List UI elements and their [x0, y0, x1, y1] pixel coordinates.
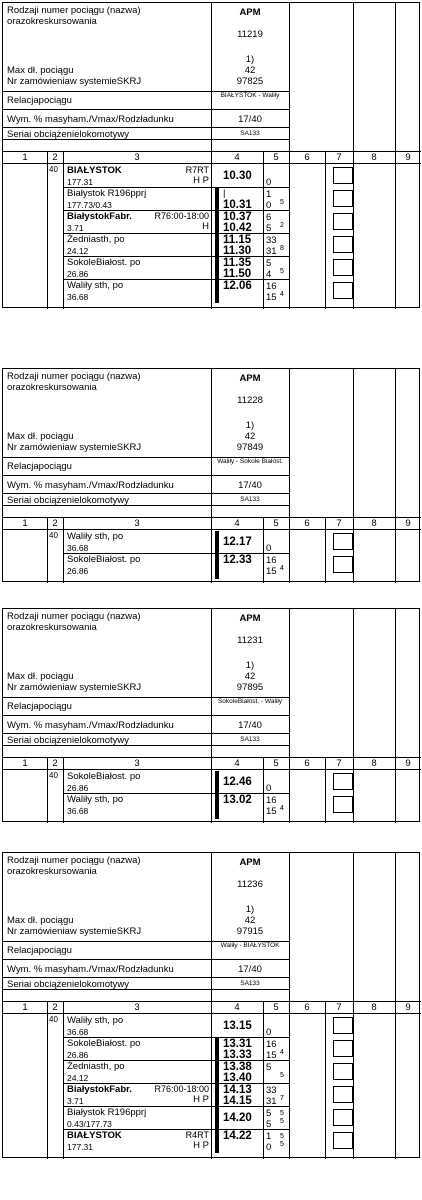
departure-time: 11.50 [223, 268, 252, 280]
loco-series-value: SA133 [240, 130, 260, 137]
station-name: Żedniasth, po [67, 234, 125, 245]
running-line [215, 1038, 219, 1153]
rule-line [263, 151, 264, 163]
column-number: 3 [134, 1002, 140, 1013]
station-name: BIAŁYSTOK [67, 165, 122, 176]
rule-line [3, 109, 289, 110]
run-value: 4 [266, 269, 272, 280]
extra-mark: 5 [280, 1110, 284, 1117]
rule-line [3, 493, 289, 494]
rule-line [211, 757, 212, 769]
column-number: 2 [52, 518, 58, 529]
column-number: 6 [304, 152, 310, 163]
run-value: 15 [266, 806, 277, 817]
rule-line [63, 151, 64, 163]
column-number: 2 [52, 758, 58, 769]
arrival-time: 14.22 [223, 1130, 252, 1142]
extra-mark: 4 [280, 565, 284, 572]
train-card [2, 368, 420, 582]
rule-line [289, 757, 290, 769]
column-number: 7 [336, 152, 342, 163]
extra-mark: 5 [280, 1141, 284, 1148]
grid-subcell [333, 1086, 353, 1103]
dwell-value: 16 [266, 1039, 277, 1050]
dwell-value: 16 [266, 281, 277, 292]
order-number-label: Nr zamówieniaw systemieSKRJ [7, 682, 142, 693]
column-number: 7 [336, 518, 342, 529]
extra-mark: 5 [280, 1133, 284, 1140]
station-name: Waliły sth, po [67, 1015, 124, 1026]
extra-mark: 4 [280, 1049, 284, 1056]
column-number: 8 [371, 518, 377, 529]
order-number-label: Nr zamówieniaw systemieSKRJ [7, 76, 142, 87]
column-number: 9 [405, 152, 411, 163]
station-km: 26.86 [67, 566, 89, 576]
station-name: BiałystokFabr. [67, 211, 132, 222]
departure-time: 10.30 [223, 170, 252, 182]
grid-subcell [333, 533, 353, 550]
column-number: 2 [52, 152, 58, 163]
run-value: 5 [266, 223, 272, 234]
order-number-label: Nr zamówieniaw systemieSKRJ [7, 926, 142, 937]
column-number: 3 [134, 152, 140, 163]
station-km: 24.12 [67, 1073, 89, 1083]
rule-line [325, 1001, 326, 1013]
rule-line [47, 517, 48, 529]
rule-line [353, 1001, 354, 1013]
column-number: 4 [234, 152, 240, 163]
column-number: 9 [405, 758, 411, 769]
station-name: Żedniasth, po [67, 1061, 125, 1072]
params-value: 17/40 [238, 964, 262, 975]
rule-line [3, 977, 289, 978]
rule-line [353, 369, 354, 583]
rule-line [3, 163, 421, 164]
departure-time: 12.46 [223, 776, 252, 788]
col2-value: 40 [49, 771, 58, 780]
station-code: R4RT [185, 1130, 209, 1140]
rule-line [3, 1013, 421, 1014]
run-value: 0 [266, 783, 272, 794]
rule-line [325, 757, 326, 769]
params-value: 17/40 [238, 720, 262, 731]
departure-time: 12.17 [223, 536, 252, 548]
relation-label: Relacjapociągu [7, 95, 72, 106]
station-km: 36.68 [67, 1027, 89, 1037]
station-flags: H P [193, 1094, 209, 1105]
max-length-label: Max dł. pociągu [7, 65, 74, 76]
operator-code: APM [239, 613, 261, 624]
grid-subcell [333, 556, 353, 573]
grid-subcell [333, 282, 353, 299]
operator-code: APM [239, 7, 261, 18]
run-value: 0 [266, 1142, 272, 1153]
rule-line [263, 517, 264, 529]
rule-line [3, 127, 289, 128]
rule-line [211, 517, 212, 529]
grid-subcell [333, 773, 353, 790]
column-number: 1 [22, 518, 28, 529]
rule-line [3, 769, 421, 770]
column-number: 8 [371, 152, 377, 163]
station-name: Białystok R196pprj [67, 188, 147, 199]
station-km: 26.86 [67, 1050, 89, 1060]
rule-line [47, 163, 48, 309]
station-name: SokoleBiałost. po [67, 771, 141, 782]
relation-value: Waliły - Sokole Białost. [217, 458, 283, 465]
rule-line [289, 1001, 290, 1013]
rule-line [325, 529, 326, 583]
column-number: 6 [304, 518, 310, 529]
params-value: 17/40 [238, 480, 262, 491]
extra-mark: 2 [280, 222, 284, 229]
arrival-time: 14.13 [223, 1084, 252, 1096]
grid-subcell [333, 1132, 353, 1149]
operator-code: APM [239, 857, 261, 868]
rule-line [395, 757, 396, 769]
params-value: 17/40 [238, 114, 262, 125]
station-name: SokoleBiałost. po [67, 554, 141, 565]
dwell-value: 33 [266, 235, 277, 246]
station-name: BiałystokFabr. [67, 1084, 132, 1095]
order-number-value: 97849 [236, 442, 264, 453]
column-number: 1 [22, 758, 28, 769]
station-km: 0.43/177.73 [67, 1119, 112, 1129]
station-km: 26.86 [67, 269, 89, 279]
rule-line [395, 369, 396, 583]
rule-line [263, 163, 264, 309]
grid-subcell [333, 1109, 353, 1126]
arrival-time: | [223, 188, 226, 199]
train-number: 11231 [237, 635, 263, 646]
rule-line [289, 151, 290, 163]
station-code: R76:00-18:00 [154, 1084, 209, 1094]
rule-line [63, 769, 64, 823]
course-label: orazokreskursowania [7, 382, 97, 393]
station-name: Białystok R196pprj [67, 1107, 147, 1118]
train-type-label: Rodzaji numer pociągu (nazwa) [7, 5, 141, 16]
column-number: 6 [304, 1002, 310, 1013]
max-length-label: Max dł. pociągu [7, 915, 74, 926]
loco-series-label: Seriai obciążenielokomotywy [7, 495, 129, 506]
extra-mark: 5 [280, 199, 284, 206]
footnote-mark: 1) [245, 904, 255, 915]
rule-line [3, 959, 289, 960]
extra-mark: 4 [280, 291, 284, 298]
order-number-value: 97895 [236, 682, 264, 693]
column-number: 2 [52, 1002, 58, 1013]
relation-value: SokoleBiałost. - Waliły [217, 698, 283, 705]
column-number: 5 [273, 152, 279, 163]
column-number: 3 [134, 518, 140, 529]
dwell-value: 5 [266, 1108, 272, 1119]
grid-subcell [333, 259, 353, 276]
grid-subcell [333, 190, 353, 207]
rule-line [47, 529, 48, 583]
dwell-value: 1 [266, 189, 272, 200]
rule-line [353, 757, 354, 769]
max-length-value: 42 [244, 915, 256, 926]
rule-line [395, 151, 396, 163]
train-number: 11219 [237, 29, 263, 40]
station-km: 24.12 [67, 246, 89, 256]
rule-line [63, 1001, 64, 1013]
rule-line [3, 733, 289, 734]
run-value: 15 [266, 1050, 277, 1061]
run-value: 15 [266, 292, 277, 303]
departure-time: 11.30 [223, 245, 252, 257]
column-number: 5 [273, 518, 279, 529]
params-label: Wym. % masyham./Vmax/Rodzładunku [7, 114, 174, 125]
column-number: 4 [234, 518, 240, 529]
extra-mark: 4 [280, 805, 284, 812]
station-name: Waliły sth, po [67, 531, 124, 542]
loco-series-label: Seriai obciążenielokomotywy [7, 735, 129, 746]
extra-mark: 8 [280, 245, 284, 252]
grid-subcell [333, 1017, 353, 1034]
grid-subcell [333, 236, 353, 253]
departure-time: 10.31 [223, 199, 252, 211]
rule-line [3, 529, 421, 530]
max-length-value: 42 [244, 431, 256, 442]
run-value: 0 [266, 543, 272, 554]
order-number-value: 97915 [236, 926, 264, 937]
max-length-value: 42 [244, 65, 256, 76]
rule-line [263, 769, 264, 823]
grid-subcell [333, 1063, 353, 1080]
train-card [2, 2, 420, 308]
run-value: 0 [266, 1027, 272, 1038]
relation-label: Relacjapociągu [7, 945, 72, 956]
rule-line [325, 517, 326, 529]
station-km: 177.31 [67, 177, 93, 187]
station-flags: H P [193, 1140, 209, 1151]
relation-value: Waliły - BIAŁYSTOK [220, 942, 280, 949]
max-length-label: Max dł. pociągu [7, 671, 74, 682]
column-number: 5 [273, 758, 279, 769]
col2-value: 40 [49, 165, 58, 174]
running-line [215, 771, 219, 819]
dwell-value: 33 [266, 1085, 277, 1096]
column-number: 6 [304, 758, 310, 769]
params-label: Wym. % masyham./Vmax/Rodzładunku [7, 480, 174, 491]
column-number: 9 [405, 518, 411, 529]
course-label: orazokreskursowania [7, 866, 97, 877]
column-number: 7 [336, 758, 342, 769]
arrival-time: 13.02 [223, 794, 252, 806]
run-value: 31 [266, 246, 277, 257]
station-name: SokoleBiałost. po [67, 257, 141, 268]
rule-line [263, 529, 264, 583]
run-value: 5 [266, 1119, 272, 1130]
relation-value: BIAŁYSTOK - Waliły [220, 92, 280, 99]
station-name: Waliły sth, po [67, 794, 124, 805]
train-type-label: Rodzaji numer pociągu (nazwa) [7, 855, 141, 866]
rule-line [395, 517, 396, 529]
footnote-mark: 1) [245, 660, 255, 671]
arrival-time: 13.38 [223, 1061, 252, 1073]
running-line [215, 531, 219, 579]
rule-line [63, 163, 64, 309]
loco-series-value: SA133 [240, 496, 260, 503]
course-label: orazokreskursowania [7, 16, 97, 27]
station-code: R7RT [185, 165, 209, 175]
rule-line [263, 1013, 264, 1159]
station-km: 177.31 [67, 1142, 93, 1152]
station-km: 3.71 [67, 1096, 84, 1106]
station-km: 26.86 [67, 783, 89, 793]
relation-label: Relacjapociągu [7, 701, 72, 712]
departure-time: 14.20 [223, 1112, 252, 1124]
column-number: 1 [22, 1002, 28, 1013]
column-number: 5 [273, 1002, 279, 1013]
rule-line [47, 1013, 48, 1159]
rule-line [395, 1001, 396, 1013]
rule-line [47, 1001, 48, 1013]
departure-time: 13.33 [223, 1049, 252, 1061]
rule-line [63, 1013, 64, 1159]
rule-line [325, 1013, 326, 1159]
loco-series-value: SA133 [240, 980, 260, 987]
station-name: BIAŁYSTOK [67, 1130, 122, 1141]
extra-mark: 7 [280, 1095, 284, 1102]
col2-value: 40 [49, 531, 58, 540]
rule-line [325, 151, 326, 163]
dwell-value: 16 [266, 795, 277, 806]
train-number: 11236 [237, 879, 263, 890]
extra-mark: 5 [280, 268, 284, 275]
station-name: SokoleBiałost. po [67, 1038, 141, 1049]
order-number-label: Nr zamówieniaw systemieSKRJ [7, 442, 142, 453]
departure-time: 13.15 [223, 1020, 252, 1032]
station-flags: H [202, 221, 209, 232]
rule-line [3, 715, 289, 716]
arrival-time: 11.15 [223, 234, 252, 246]
train-type-label: Rodzaji numer pociągu (nazwa) [7, 611, 141, 622]
column-number: 8 [371, 1002, 377, 1013]
train-card [2, 852, 420, 1158]
footnote-mark: 1) [245, 54, 255, 65]
grid-subcell [333, 213, 353, 230]
rule-line [289, 517, 290, 529]
extra-mark: 5 [280, 1118, 284, 1125]
col2-value: 40 [49, 1015, 58, 1024]
train-card [2, 608, 420, 822]
rule-line [325, 163, 326, 309]
station-code: R76:00-18:00 [154, 211, 209, 221]
dwell-value: 1 [266, 1131, 272, 1142]
rule-line [63, 757, 64, 769]
run-value: 15 [266, 566, 277, 577]
station-km: 36.68 [67, 292, 89, 302]
column-number: 3 [134, 758, 140, 769]
column-number: 1 [22, 152, 28, 163]
arrival-time: 13.31 [223, 1038, 252, 1050]
rule-line [395, 609, 396, 823]
arrival-time: 10.37 [223, 211, 252, 223]
column-number: 9 [405, 1002, 411, 1013]
operator-code: APM [239, 373, 261, 384]
departure-time: 13.40 [223, 1072, 252, 1084]
dwell-value: 5 [266, 258, 272, 269]
max-length-value: 42 [244, 671, 256, 682]
rule-line [47, 757, 48, 769]
arrival-time: 12.06 [223, 280, 252, 292]
station-km: 3.71 [67, 223, 84, 233]
rule-line [47, 769, 48, 823]
loco-series-label: Seriai obciążenielokomotywy [7, 979, 129, 990]
rule-line [3, 475, 289, 476]
station-km: 177.73/0.43 [67, 200, 112, 210]
column-number: 8 [371, 758, 377, 769]
course-label: orazokreskursowania [7, 622, 97, 633]
departure-time: 14.15 [223, 1095, 252, 1107]
run-value: 0 [266, 177, 272, 188]
rule-line [289, 609, 290, 823]
column-number: 7 [336, 1002, 342, 1013]
rule-line [289, 369, 290, 583]
rule-line [353, 151, 354, 163]
grid-subcell [333, 1040, 353, 1057]
dwell-value: 5 [266, 1062, 272, 1073]
column-number: 4 [234, 1002, 240, 1013]
rule-line [325, 769, 326, 823]
column-number: 4 [234, 758, 240, 769]
station-flags: H P [193, 175, 209, 186]
departure-time: 10.42 [223, 222, 252, 234]
footnote-mark: 1) [245, 420, 255, 431]
extra-mark: 5 [280, 1072, 284, 1079]
dwell-value: 6 [266, 212, 272, 223]
arrival-time: 11.35 [223, 257, 252, 269]
rule-line [263, 1001, 264, 1013]
station-km: 36.68 [67, 806, 89, 816]
params-label: Wym. % masyham./Vmax/Rodzładunku [7, 964, 174, 975]
station-km: 36.68 [67, 543, 89, 553]
rule-line [47, 151, 48, 163]
rule-line [353, 609, 354, 823]
station-name: Waliły sth, po [67, 280, 124, 291]
arrival-time: 12.33 [223, 554, 252, 566]
max-length-label: Max dł. pociągu [7, 431, 74, 442]
rule-line [63, 517, 64, 529]
rule-line [211, 151, 212, 163]
grid-subcell [333, 167, 353, 184]
rule-line [263, 757, 264, 769]
order-number-value: 97825 [236, 76, 264, 87]
grid-subcell [333, 796, 353, 813]
loco-series-label: Seriai obciążenielokomotywy [7, 129, 129, 140]
params-label: Wym. % masyham./Vmax/Rodzładunku [7, 720, 174, 731]
running-line [215, 188, 219, 303]
train-number: 11228 [237, 395, 263, 406]
rule-line [63, 529, 64, 583]
rule-line [211, 1001, 212, 1013]
run-value: 31 [266, 1096, 277, 1107]
rule-line [353, 517, 354, 529]
relation-label: Relacjapociągu [7, 461, 72, 472]
loco-series-value: SA133 [240, 736, 260, 743]
dwell-value: 16 [266, 555, 277, 566]
run-value: 0 [266, 200, 272, 211]
train-type-label: Rodzaji numer pociągu (nazwa) [7, 371, 141, 382]
